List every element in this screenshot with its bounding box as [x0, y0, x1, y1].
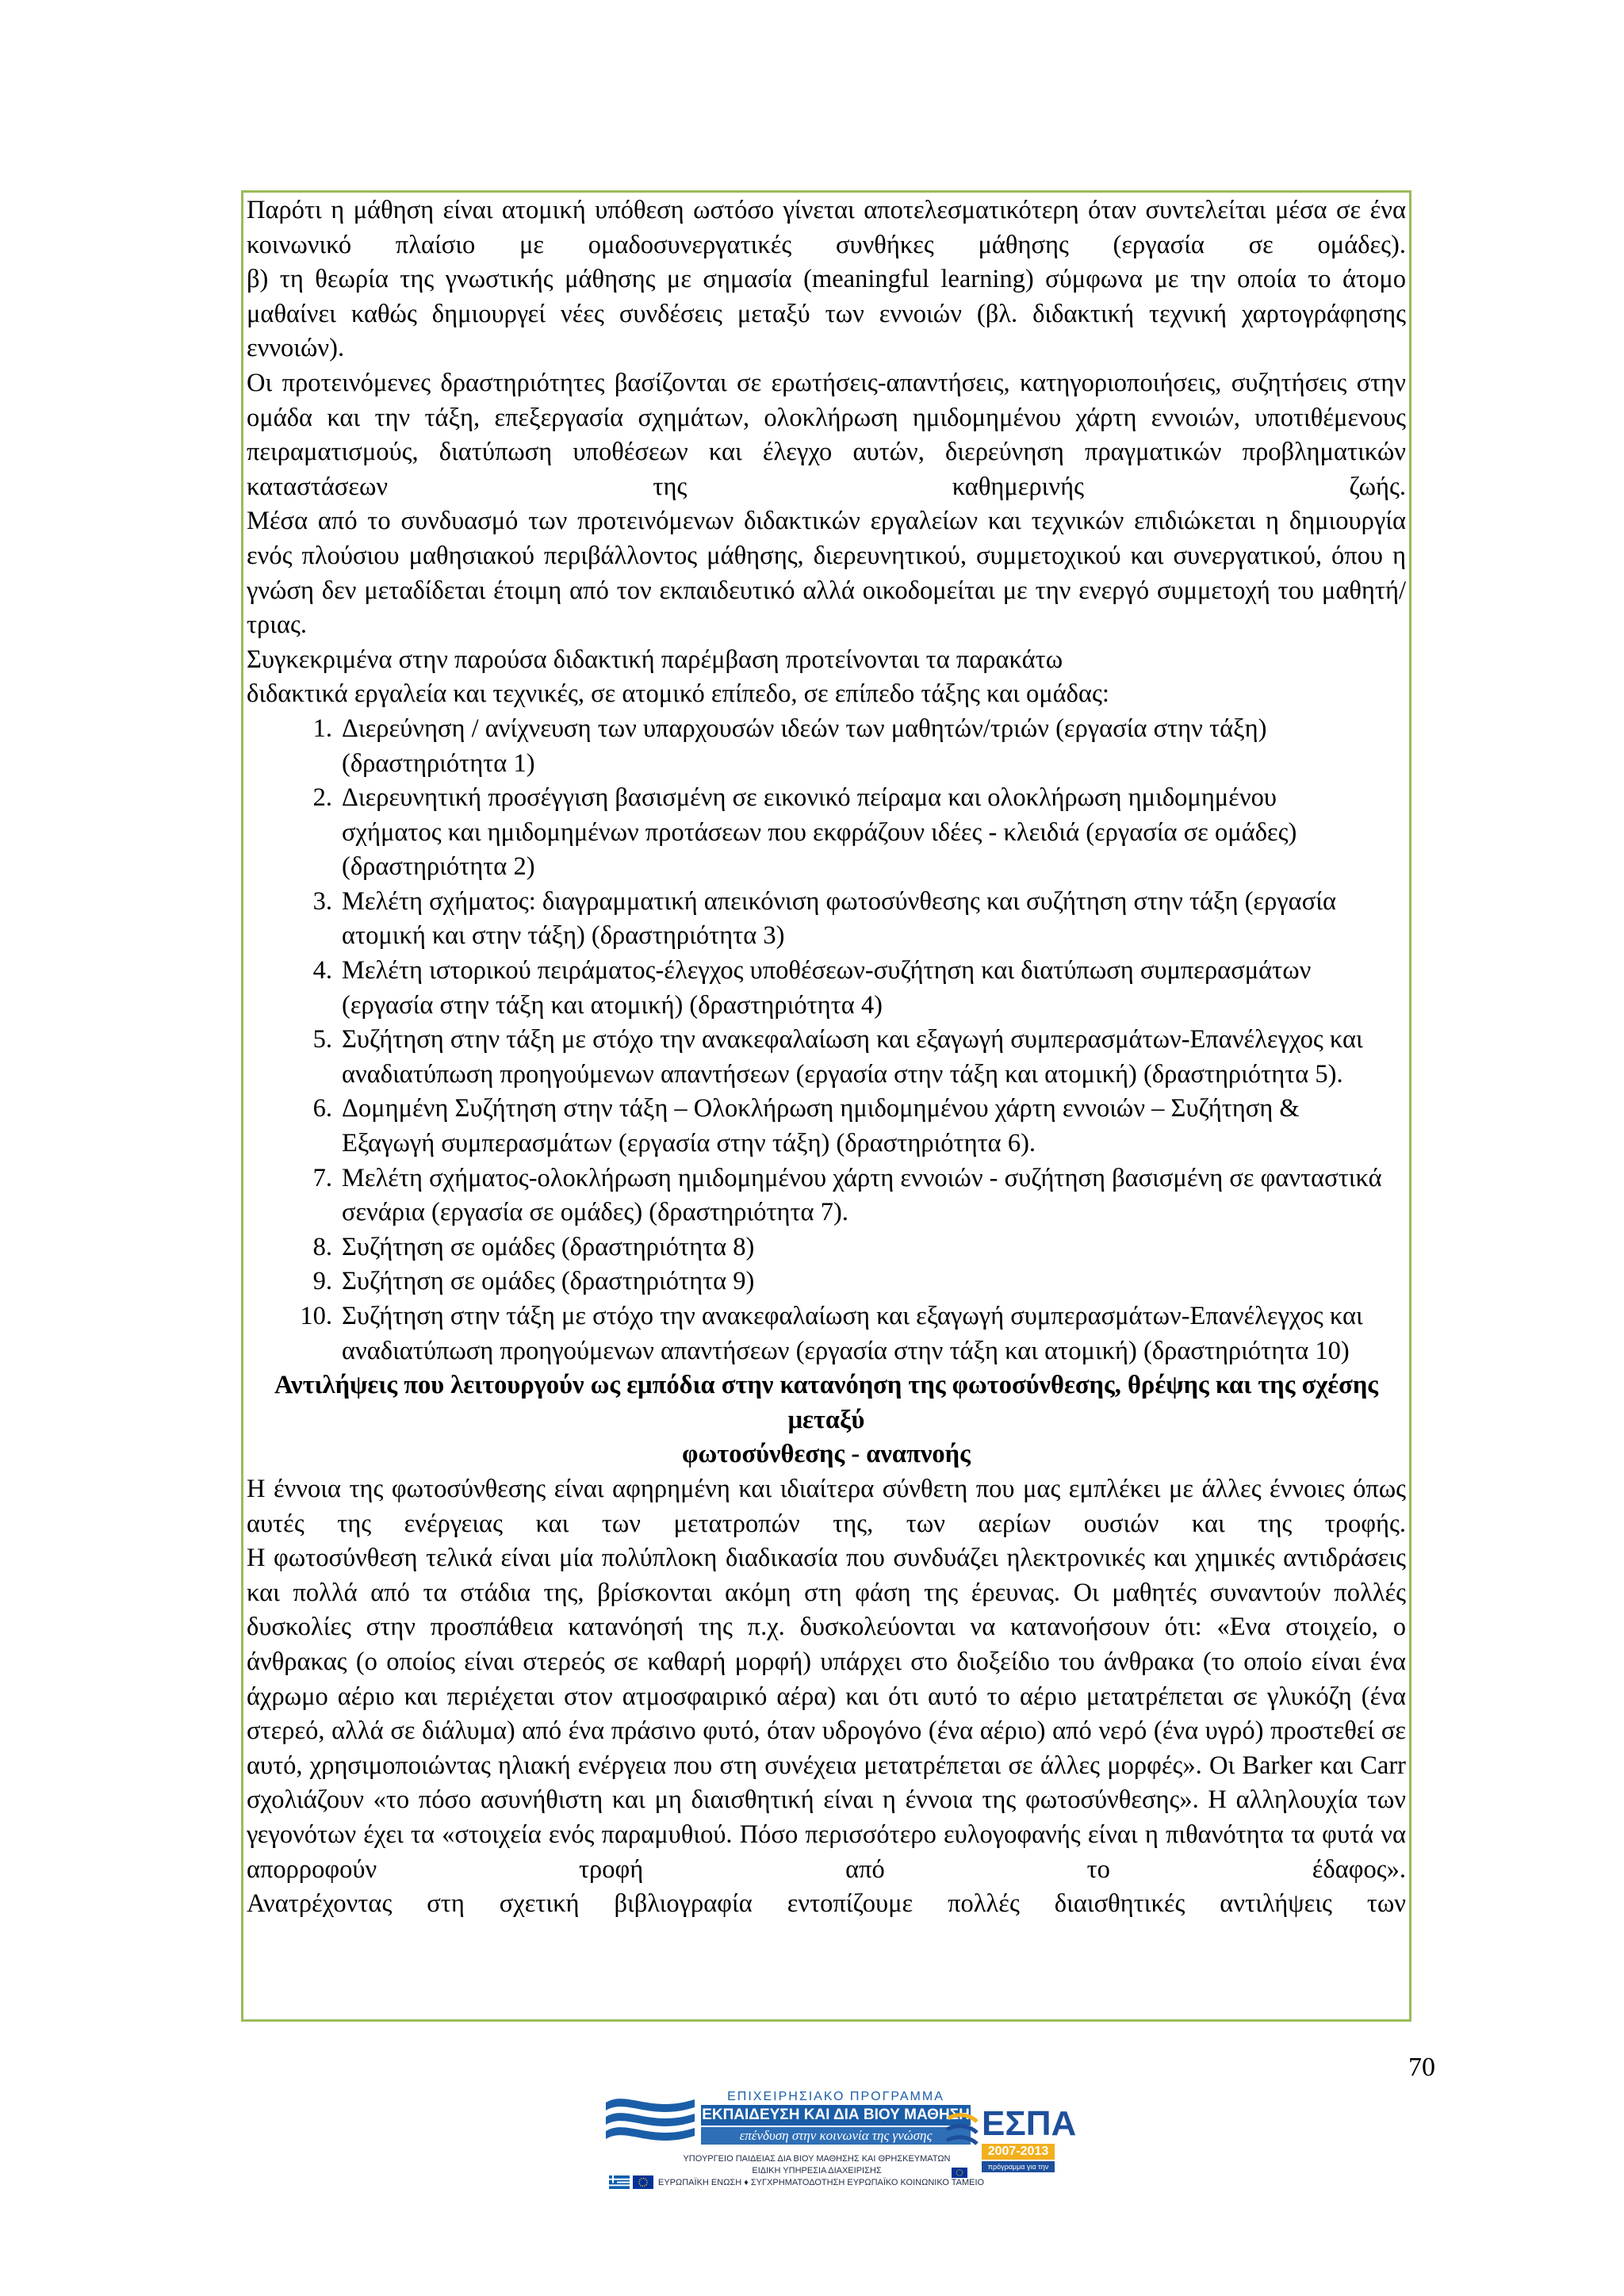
paragraph-intervention-intro: Συγκεκριμένα στην παρούσα διδακτική παρέμβαση προτείνονται τα παρακάτω — [247, 645, 1063, 674]
espa-swirl-icon — [944, 2110, 980, 2158]
list-item — [247, 781, 1406, 885]
paragraph-literature: Ανατρέχοντας στη σχετική βιβλιογραφία εντοπίζουμε πολλές διαισθητικές αντιλήψεις των — [247, 1889, 1406, 1919]
espa-years: 2007-2013 — [982, 2144, 1055, 2160]
list-item — [247, 1023, 1406, 1092]
list-item — [247, 1230, 1406, 1265]
list-item-number: 8 . — [285, 1230, 332, 1265]
list-item-text: Δομημένη Συζήτηση στην τάξη – Ολοκλήρωση ημιδομημένου χάρτη εννοιών – Συζήτηση & Εξαγωγή συμπερασμάτων (εργασία στην τάξη) (δραστηριότητα 6). — [342, 1094, 1300, 1158]
activities-list — [247, 712, 1406, 1368]
list-item — [247, 954, 1406, 1023]
list-item-text: Διερευνητική προσέγγιση βασισμένη σε εικονικό πείραμα και ολοκλήρωση ημιδομημένου σχήματος και ημιδομημένων προτάσεων που εκφράζουν ιδέες - κλειδιά (εργασία σε ομάδες) (δραστηριότητα 2) — [342, 783, 1297, 882]
list-item-number: 3 . — [285, 885, 332, 920]
ministry-text — [658, 2153, 985, 2189]
wave-logo-icon — [603, 2090, 698, 2150]
list-item-number: 9 . — [285, 1265, 332, 1299]
list-item-number: 10 . — [285, 1299, 332, 1334]
list-item — [247, 1161, 1406, 1230]
list-item-number: 4 . — [285, 954, 332, 989]
ministry-line2: ΕΙΔΙΚΗ ΥΠΗΡΕΣΙΑ ΔΙΑΧΕΙΡΙΣΗΣ — [752, 2166, 882, 2175]
list-item-text: Διερεύνηση / ανίχνευση των υπαρχουσών ιδεών των μαθητών/τριών (εργασία στην τάξη) (δραστηριότητα 1) — [342, 714, 1267, 778]
list-item — [247, 1092, 1406, 1161]
program-banner-line2: ΕΚΠΑΙΔΕΥΣΗ ΚΑΙ ΔΙΑ ΒΙΟΥ ΜΑΘΗΣΗ — [701, 2105, 971, 2126]
espa-wordmark: ΕΣΠΑ — [982, 2104, 1077, 2143]
list-item-text: Μελέτη σχήματος: διαγραμματική απεικόνιση φωτοσύνθεσης και συζήτηση στην τάξη (εργασία ατομική και στην τάξη) (δραστηριότητα 3) — [342, 886, 1336, 951]
program-banner-line3: επένδυση στην κοινωνία της γνώσης — [701, 2127, 971, 2145]
list-item-number: 7 . — [285, 1161, 332, 1196]
list-item-number: 1 . — [285, 712, 332, 747]
page-number: 70 — [1408, 2053, 1435, 2082]
paragraph-tools-intro: διδακτικά εργαλεία και τεχνικές, σε ατομικό επίπεδο, σε επίπεδο τάξης και ομάδας: — [247, 679, 1109, 709]
section-heading: Αντιλήψεις που λειτουργούν ως εμπόδια στην κατανόηση της φωτοσύνθεσης, θρέψης και της σχέσης μεταξύ — [274, 1371, 1378, 1434]
ministry-line1: ΥΠΟΥΡΓΕΙΟ ΠΑΙΔΕΙΑΣ ΔΙΑ ΒΙΟΥ ΜΑΘΗΣΗΣ ΚΑΙ ΘΡΗΣΚΕΥΜΑΤΩΝ — [683, 2154, 951, 2164]
list-item-text: Συζήτηση σε ομάδες (δραστηριότητα 9) — [342, 1267, 755, 1296]
document-body — [247, 193, 1406, 1922]
list-item-text: Μελέτη ιστορικού πειράματος-έλεγχος υποθέσεων-συζήτηση και διατύπωση συμπερασμάτων (εργασία στην τάξη και ατομική) (δραστηριότητα 4) — [342, 956, 1312, 1020]
ministry-line3: ΕΥΡΩΠΑΪΚΗ ΕΝΩΣΗ ♦ ΣΥΓΧΡΗΜΑΤΟΔΟΤΗΣΗ ΕΥΡΩΠΑΪΚΟ ΚΟΙΝΩΝΙΚΟ ΤΑΜΕΙΟ — [658, 2178, 985, 2187]
espa-slogan: πρόγραμμα για την ανάπτυξη — [982, 2161, 1055, 2172]
list-item — [247, 885, 1406, 954]
list-item-text: Συζήτηση στην τάξη με στόχο την ανακεφαλαίωση και εξαγωγή συμπερασμάτων-Επανέλεγχος και αναδιατύπωση προηγούμενων απαντήσεων (εργασία στην τάξη και ατομική) (δραστηριότητα 5). — [342, 1025, 1363, 1089]
paragraph-complex-process: Η φωτοσύνθεση τελικά είναι μία πολύπλοκη διαδικασία που συνδυάζει ηλεκτρονικές και χημικές αντιδράσεις και πολλά από τα στάδια της, βρίσκονται ακόμη στη φάση της έρευνας. Οι μαθητές συναντούν πολλές δυσκολίες στην προσπάθεια κατανόησή της π.χ. δυσκολεύονται να κατανοήσουν ότι: «Ενα στοιχείο, ο άνθρακας (ο οποίος είναι στερεός σε καθαρή μορφή) υπάρχει στο διοξείδιο του άνθρακα (το οποίο είναι ένα άχρωμο αέριο και περιέχεται στον ατμοσφαιρικό αέρα) και ότι αυτό το αέριο μετατρέπεται σε γλυκόζη (ένα στερεό, αλλά σε διάλυμα) από ένα πράσινο φυτό, όταν υδρογόνο (ένα αέριο) από νερό (ένα υγρό) προστεθεί σε αυτό, χρησιμοποιώντας ηλιακή ενέργεια που στη συνέχεια μετατρέπεται σε άλλες μορφές». Οι Barker και Carr σχολιάζουν «το πόσο ασυνήθιστη και μη διαισθητική είναι η έννοια της φωτοσύνθεσης». Η αλληλουχία των γεγονότων έχει τα «στοιχεία ενός παραμυθιού. Πόσο περισσότερο ευλογοφανής είναι η πιθανότητα τα φυτά να απορροφούν τροφή από το έδαφος». — [247, 1544, 1406, 1884]
espa-logo — [944, 2104, 1077, 2185]
list-item-number: 5 . — [285, 1023, 332, 1058]
eu-flag-icon — [633, 2175, 653, 2189]
list-item — [247, 1299, 1406, 1368]
program-banner-line1: ΕΠΙΧΕΙΡΗΣΙΑΚΟ ΠΡΟΓΡΑΜΜΑ — [727, 2090, 944, 2103]
list-item-text: Συζήτηση σε ομάδες (δραστηριότητα 8) — [342, 1232, 755, 1261]
list-item-number: 2 . — [285, 781, 332, 816]
eu-flag-icon — [952, 2168, 967, 2178]
section-heading-continued: φωτοσύνθεσης - αναπνοής — [682, 1440, 971, 1469]
paragraph-meaningful-learning: β) τη θεωρία της γνωστικής μάθησης με σημασία (meaningful learning) σύμφωνα με την οποία το άτομο μαθαίνει καθώς δημιουργεί νέες συνδέσεις μεταξύ των εννοιών (βλ. διδακτική τεχνική χαρτογράφησης εννοιών). — [247, 265, 1406, 363]
list-item — [247, 1265, 1406, 1299]
list-item-number: 6 . — [285, 1092, 332, 1127]
greek-flag-icon — [609, 2175, 630, 2189]
paragraph-learning-environment: Μέσα από το συνδυασμό των προτεινόμενων διδακτικών εργαλείων και τεχνικών επιδιώκεται η δημιουργία ενός πλούσιου μαθησιακού περιβάλλοντος μάθησης, διερευνητικού, συμμετοχικού και συνεργατικού, όπου η γνώση δεν μεταδίδεται έτοιμη από τον εκπαιδευτικό αλλά οικοδομείται με την ενεργό συμμετοχή του μαθητή/τριας. — [247, 507, 1406, 640]
epeaek-logo — [603, 2090, 985, 2193]
paragraph-abstract-concept: Η έννοια της φωτοσύνθεσης είναι αφηρημένη και ιδιαίτερα σύνθετη που μας εμπλέκει με άλλες έννοιες όπως αυτές της ενέργειας και των μετατροπών της, των αερίων ουσιών και της τροφής. — [247, 1474, 1406, 1538]
paragraph-proposed-activities: Οι προτεινόμενες δραστηριότητες βασίζονται σε ερωτήσεις-απαντήσεις, κατηγοριοποιήσεις, συζητήσεις στην ομάδα και την τάξη, επεξεργασία σχημάτων, ολοκλήρωση ημιδομημένου χάρτη εννοιών, υποτιθέμενους πειραματισμούς, διατύπωση υποθέσεων και έλεγχο αυτών, διερεύνηση πραγματικών προβληματικών καταστάσεων της καθημερινής ζωής. — [247, 368, 1406, 501]
list-item-text: Μελέτη σχήματος-ολοκλήρωση ημιδομημένου χάρτη εννοιών - συζήτηση βασισμένη σε φανταστικά σενάρια (εργασία σε ομάδες) (δραστηριότητα 7). — [342, 1163, 1382, 1227]
list-item-text: Συζήτηση στην τάξη με στόχο την ανακεφαλαίωση και εξαγωγή συμπερασμάτων-Επανέλεγχος και αναδιατύπωση προηγούμενων απαντήσεων (εργασία στην τάξη και ατομική) (δραστηριότητα 10) — [342, 1302, 1363, 1365]
paragraph-collaborative-learning: Παρότι η μάθηση είναι ατομική υπόθεση ωστόσο γίνεται αποτελεσματικότερη όταν συντελείται μέσα σε ένα κοινωνικό πλαίσιο με ομαδοσυνεργατικές συνθήκες μάθησης (εργασία σε ομάδες). — [247, 196, 1406, 259]
list-item — [247, 712, 1406, 781]
program-banner — [701, 2090, 971, 2145]
